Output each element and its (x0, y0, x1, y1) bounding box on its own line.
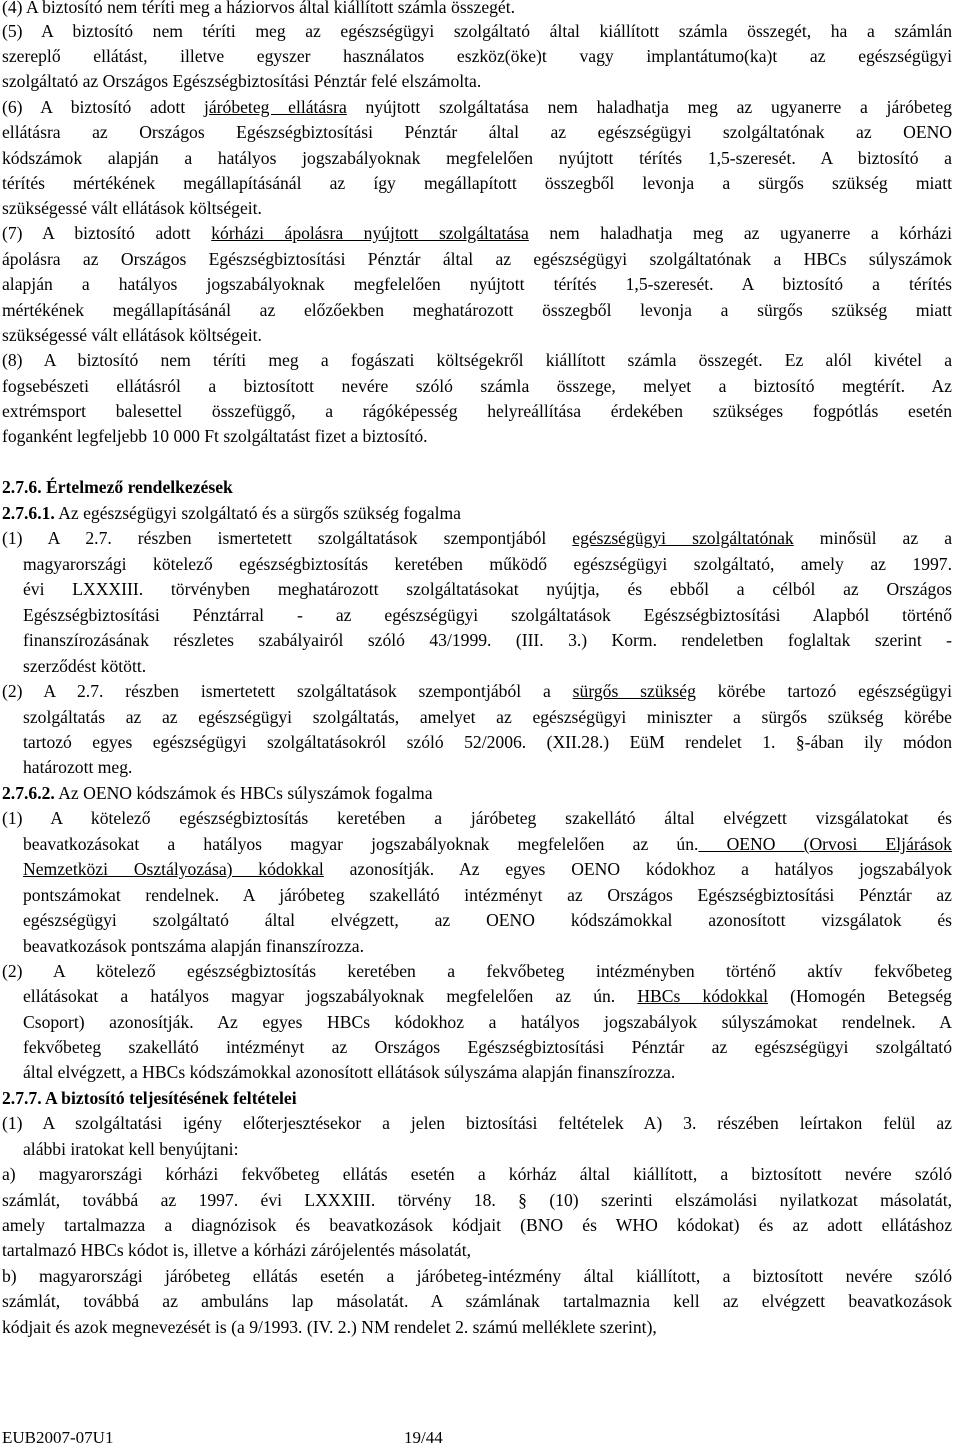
paragraph-8-line: (8) A biztosító nem téríti meg a fogászati költségekről kiállított számla összegét. Ez alól kivétel a (2, 350, 952, 370)
paragraph-7-line: (7) A biztosító adott kórházi ápolásra nyújtott szolgáltatása nem haladhatja meg az ugyanerre a kórházi (2, 223, 952, 243)
definition-2-line: szolgáltatás az az egészségügyi szolgáltatás, amelyet az egészségügyi miniszter a sürgős szükség körébe (23, 707, 952, 727)
item-a-line: amely tartalmazza a diagnózisok és beavatkozások kódjait (BNO és WHO kódokat) és az adott ellátáshoz (2, 1215, 952, 1235)
oeno-paragraph-line: Nemzetközi Osztályozása) kódokkal azonosítják. Az egyes OENO kódokhoz a hatályos jogszabályok (23, 859, 952, 879)
paragraph-7-line: szükségessé vált ellátások költségeit. (2, 325, 262, 345)
paragraph-5-line: szolgáltató az Országos Egészségbiztosítási Pénztár felé elszámolta. (2, 71, 482, 91)
item-a-line: számlát, továbbá az 1997. évi LXXXIII. törvény 18. § (10) szerinti elszámolási nyilatkozat másolatát, (2, 1190, 952, 1210)
footer-document-code: EUB2007-07U1 (2, 1428, 114, 1447)
underlined-term: Nemzetközi Osztályozása) kódokkal (23, 859, 324, 879)
paragraph-7-line: mértékének megállapításánál az előzőekben meghatározott összegből levonja a sürgős szükség miatt (2, 300, 952, 320)
conditions-paragraph-line: alábbi iratokat kell benyújtani: (23, 1139, 239, 1159)
paragraph-7-line: ápolásra az Országos Egészségbiztosítási Pénztár által az egészségügyi szolgáltatónak a HBCs súlyszámok (2, 249, 952, 269)
paragraph-6-line: (6) A biztosító adott járóbeteg ellátásra nyújtott szolgáltatása nem haladhatja meg az ugyanerre a járóbeteg (2, 97, 953, 117)
item-b-line: b) magyarországi járóbeteg ellátás esetén a járóbeteg-intézmény által kiállított, a biztosított nevére szóló (2, 1266, 952, 1286)
item-b-line: kódjait és azok megnevezését is (a 9/1993. (IV. 2.) NM rendelet 2. számú melléklete szerint), (2, 1317, 657, 1337)
hbcs-paragraph-line: fekvőbeteg szakellátó intézményt az Országos Egészségbiztosítási Pénztár az egészségügyi szolgáltató (23, 1037, 952, 1057)
hbcs-paragraph-line: által elvégzett, a HBCs kódszámokkal azonosított ellátások súlyszáma alapján finanszírozza. (23, 1062, 676, 1082)
underlined-term: járóbeteg ellátásra (203, 97, 347, 117)
paragraph-6-line: térítés mértékének megállapításánál az így megállapított összegből levonja a sürgős szükség miatt (2, 173, 952, 193)
paragraph-5-line: (5) A biztosító nem téríti meg az egészségügyi szolgáltató által kiállított számla összegét, ha a számlán (2, 21, 952, 41)
oeno-paragraph-line: (1) A kötelező egészségbiztosítás keretében a járóbeteg szakellátó által elvégzett vizsgálatokat és (2, 808, 952, 828)
item-a-line: tartalmazó HBCs kódot is, illetve a kórházi zárójelentés másolatát, (2, 1240, 472, 1260)
oeno-paragraph-line: egészségügyi szolgáltató által elvégzett, az OENO kódszámokkal azonosított vizsgálatok és (23, 910, 952, 930)
underlined-term: kórházi ápolásra nyújtott szolgáltatása (211, 223, 529, 243)
oeno-paragraph-line: pontszámokat rendelnek. A járóbeteg szakellátó intézményt az Országos Egészségbiztosítási Pénztár az (23, 885, 952, 905)
footer-page-number: 19/44 (404, 1428, 443, 1447)
paragraph-4: (4) A biztosító nem téríti meg a háziorvos által kiállított számla összegét. (2, 0, 516, 17)
subsection-heading-2-7-6-1: 2.7.6.1. Az egészségügyi szolgáltató és a sürgős szükség fogalma (2, 503, 461, 523)
definition-1-line: finanszírozásának részletes szabályairól szóló 43/1999. (III. 3.) Korm. rendeletben foglaltak szerint - (23, 630, 952, 650)
definition-2-line: (2) A 2.7. részben ismertetett szolgáltatások szempontjából a sürgős szükség körébe tartozó egészségügyi (2, 681, 952, 701)
paragraph-5-line: szereplő ellátást, illetve egyszer használatos eszköz(öke)t vagy implantátumo(ka)t az egészségügyi (2, 46, 952, 66)
definition-1-line: szerződést kötött. (23, 656, 147, 676)
paragraph-8-line: foganként legfeljebb 10 000 Ft szolgáltatást fizet a biztosító. (2, 426, 428, 446)
section-heading-2-7-7: 2.7.7. A biztosító teljesítésének feltételei (2, 1088, 297, 1108)
definition-1-line: Egészségbiztosítási Pénztárral - az egészségügyi szolgáltatások Egészségbiztosítási Alapból történő (23, 605, 952, 625)
paragraph-8-line: fogsebészeti ellátásról a biztosított nevére szóló számla összege, melyet a biztosító megtérít. Az (2, 376, 952, 396)
definition-1-line: (1) A 2.7. részben ismertetett szolgáltatások szempontjából egészségügyi szolgáltatónak minősül az a (2, 528, 952, 548)
hbcs-paragraph-line: (2) A kötelező egészségbiztosítás keretében a fekvőbeteg intézményben történő aktív fekvőbeteg (2, 961, 952, 981)
paragraph-6-line: kódszámok alapján a hatályos jogszabályoknak megfelelően nyújtott térítés 1,5-szeresét. A biztosító a (2, 148, 952, 168)
underlined-term: sürgős szükség (572, 681, 696, 701)
subsection-heading-2-7-6-2: 2.7.6.2. Az OENO kódszámok és HBCs súlyszámok fogalma (2, 783, 433, 803)
item-a-line: a) magyarországi kórházi fekvőbeteg ellátás esetén a kórház által kiállított, a biztosított nevére szóló (2, 1164, 952, 1184)
conditions-paragraph-line: (1) A szolgáltatási igény előterjesztésekor a jelen biztosítási feltételek A) 3. részében leírtakon felül az (2, 1113, 952, 1133)
paragraph-6-line: szükségessé vált ellátások költségeit. (2, 198, 262, 218)
paragraph-7-line: alapján a hatályos jogszabályoknak megfelelően nyújtott térítés 1,5-szeresét. A biztosító a térítés (2, 274, 952, 294)
hbcs-paragraph-line: ellátásokat a hatályos magyar jogszabályoknak megfelelően az ún. HBCs kódokkal (Homogén Betegség (23, 986, 952, 1006)
underlined-term: egészségügyi szolgáltatónak (572, 528, 794, 548)
definition-2-line: tartozó egyes egészségügyi szolgáltatásokról szóló 52/2006. (XII.28.) EüM rendelet 1. §-ában ily módon (23, 732, 952, 752)
oeno-paragraph-line: beavatkozások pontszáma alapján finanszírozza. (23, 936, 364, 956)
underlined-term: HBCs kódokkal (637, 986, 768, 1006)
underlined-term: OENO (Orvosi Eljárások (698, 834, 952, 854)
item-b-line: számlát, továbbá az ambuláns lap másolatát. A számlának tartalmaznia kell az elvégzett beavatkozások (2, 1291, 952, 1311)
hbcs-paragraph-line: Csoport) azonosítják. Az egyes HBCs kódokhoz a hatályos jogszabályok súlyszámokat rendelnek. A (23, 1012, 952, 1032)
definition-2-line: határozott meg. (23, 757, 133, 777)
section-heading-2-7-6: 2.7.6. Értelmező rendelkezések (2, 477, 233, 497)
definition-1-line: magyarországi kötelező egészségbiztosítás keretében működő egészségügyi szolgáltató, amely az 1997. (23, 554, 952, 574)
definition-1-line: évi LXXXIII. törvényben meghatározott szolgáltatásokat nyújtja, és ebből a célból az Országos (23, 579, 952, 599)
paragraph-6-line: ellátásra az Országos Egészségbiztosítási Pénztár által az egészségügyi szolgáltatónak az OENO (2, 122, 952, 142)
paragraph-8-line: extrémsport balesettel összefüggő, a rágóképesség helyreállítása érdekében szükséges fogpótlás esetén (2, 401, 952, 421)
oeno-paragraph-line: beavatkozásokat a hatályos magyar jogszabályoknak megfelelően az ún. OENO (Orvosi Eljárások (23, 834, 952, 854)
